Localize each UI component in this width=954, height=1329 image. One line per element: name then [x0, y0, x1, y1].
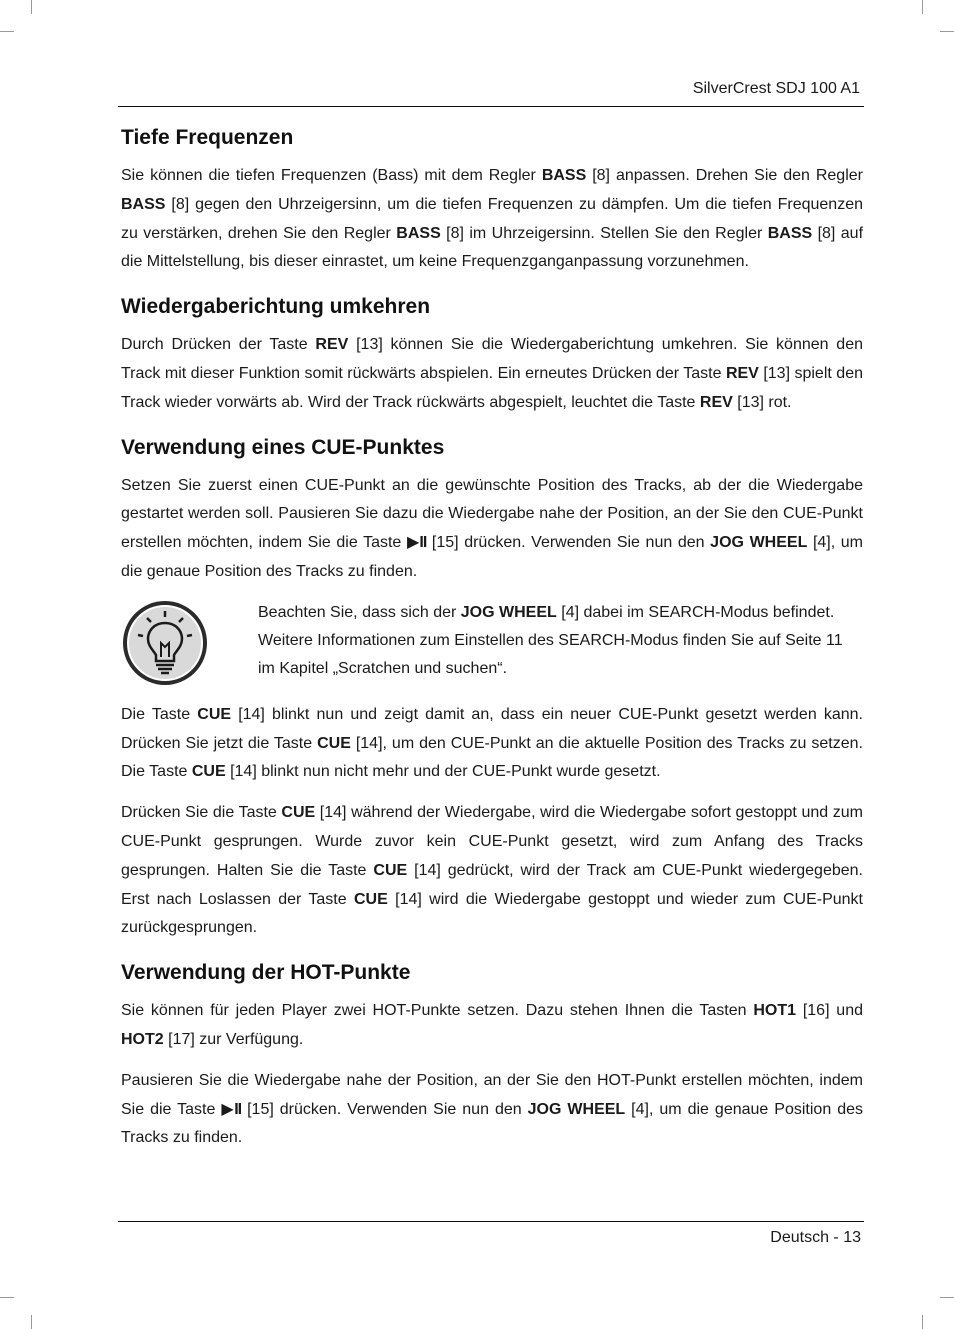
bold-term: JOG WHEEL: [710, 534, 808, 552]
crop-mark: [922, 1315, 923, 1329]
bold-term: ▶II: [221, 1100, 242, 1118]
bold-term: REV: [315, 336, 349, 354]
paragraph: Setzen Sie zuerst einen CUE-Punkt an die gewünschte Position des Tracks, ab der die Wiedergabe gestartet werden soll. Pausieren Sie dazu die Wiedergabe nahe der Position, an der Sie den CUE-Punkt erstellen möchten, indem Sie die Taste ▶II [15] drücken. Verwenden Sie nun den JOG WHEEL [4], um die genaue Position des Tracks zu finden.: [121, 476, 864, 580]
crop-mark: [940, 31, 954, 32]
section-heading: Tiefe Frequenzen: [121, 126, 294, 149]
note-text: Beachten Sie, dass sich der JOG WHEEL [4] dabei im SEARCH-Modus befindet. Weitere Informationen zum Einstellen des SEARCH-Modus finden Sie auf Seite 11 im Kapitel „Scratchen und suchen“.: [258, 603, 843, 677]
lightbulb-icon: [121, 599, 209, 687]
bold-term: BASS: [767, 224, 813, 242]
bold-term: JOG WHEEL: [527, 1100, 626, 1118]
section-heading: Wiedergaberichtung umkehren: [121, 295, 431, 319]
paragraph: Pausieren Sie die Wiedergabe nahe der Position, an der Sie den HOT-Punkt erstellen möchten, indem Sie die Taste ▶II [15] drücken. Verwenden Sie nun den JOG WHEEL [4], um die genaue Position des Tracks zu finden.: [121, 1071, 864, 1147]
bold-term: BASS: [396, 224, 441, 242]
crop-mark: [0, 1297, 14, 1298]
crop-mark: [940, 1297, 954, 1298]
section-bass: [121, 124, 863, 277]
bold-term: CUE: [373, 861, 408, 879]
crop-mark: [922, 0, 923, 14]
page-content: [121, 124, 863, 1169]
header-title: SilverCrest SDJ 100 A1: [692, 80, 860, 97]
bold-term: HOT1: [753, 1002, 797, 1020]
page-footer: [118, 1221, 864, 1252]
bold-term: ▶II: [406, 534, 427, 552]
bold-term: CUE: [281, 804, 316, 822]
bold-term: CUE: [191, 763, 226, 781]
section-heading: Verwendung der HOT-Punkte: [121, 961, 411, 985]
bold-term: JOG WHEEL: [460, 603, 557, 621]
section-rev: [121, 293, 863, 417]
paragraph: Die Taste CUE [14] blinkt nun und zeigt damit an, dass ein neuer CUE-Punkt gesetzt werden kann. Drücken Sie jetzt die Taste CUE [14], um den CUE-Punkt an die aktuelle Position des Tracks zu setzen. Die Taste CUE [14] blinkt nun nicht mehr und der CUE-Punkt wurde gesetzt.: [121, 705, 864, 781]
crop-mark: [31, 0, 32, 14]
paragraph: Drücken Sie die Taste CUE [14] während der Wiedergabe, wird die Wiedergabe sofort gestoppt und zum CUE-Punkt gesprungen. Wurde zuvor kein CUE-Punkt gesetzt, wird zum Anfang des Tracks gesprungen. Halten Sie die Taste CUE [14] gedrückt, wird der Track am CUE-Punkt wiedergegeben. Erst nach Loslassen der Taste CUE [14] wird die Wiedergabe gestoppt und wieder zum CUE-Punkt zurückgesprungen.: [121, 804, 863, 937]
paragraph: Sie können die tiefen Frequenzen (Bass) mit dem Regler BASS [8] anpassen. Drehen Sie den Regler BASS [8] gegen den Uhrzeigersinn, um die tiefen Frequenzen zu dämpfen. Um die tiefen Frequenzen zu verstärken, drehen Sie den Regler BASS [8] im Uhrzeigersinn. Stellen Sie den Regler BASS [8] auf die Mittelstellung, bis dieser einrastet, um keine Frequenzganganpassung vorzunehmen.: [121, 167, 864, 271]
page-number: Deutsch - 13: [770, 1229, 861, 1246]
bold-term: CUE: [317, 734, 351, 752]
page-header: [118, 78, 864, 107]
paragraph: Sie können für jeden Player zwei HOT-Punkte setzen. Dazu stehen Ihnen die Tasten HOT1 [16] und HOT2 [17] zur Verfügung.: [121, 1002, 863, 1048]
crop-mark: [0, 31, 14, 32]
bold-term: BASS: [541, 167, 587, 184]
bold-term: REV: [725, 364, 759, 382]
bold-term: CUE: [354, 890, 388, 908]
bold-term: REV: [699, 393, 733, 411]
section-heading: Verwendung eines CUE-Punktes: [121, 435, 445, 459]
bold-term: CUE: [197, 705, 232, 723]
crop-mark: [31, 1315, 32, 1329]
note-box: [121, 599, 863, 687]
bold-term: HOT2: [121, 1030, 164, 1048]
bold-term: BASS: [121, 195, 166, 213]
section-cue: [121, 434, 863, 944]
paragraph: Durch Drücken der Taste REV [13] können Sie die Wiedergaberichtung umkehren. Sie können den Track mit dieser Funktion somit rückwärts abspielen. Ein erneutes Drücken der Taste REV [13] spielt den Track wieder vorwärts ab. Wird der Track rückwärts abgespielt, leuchtet die Taste REV [13] rot.: [121, 336, 864, 411]
section-hot: [121, 959, 863, 1153]
